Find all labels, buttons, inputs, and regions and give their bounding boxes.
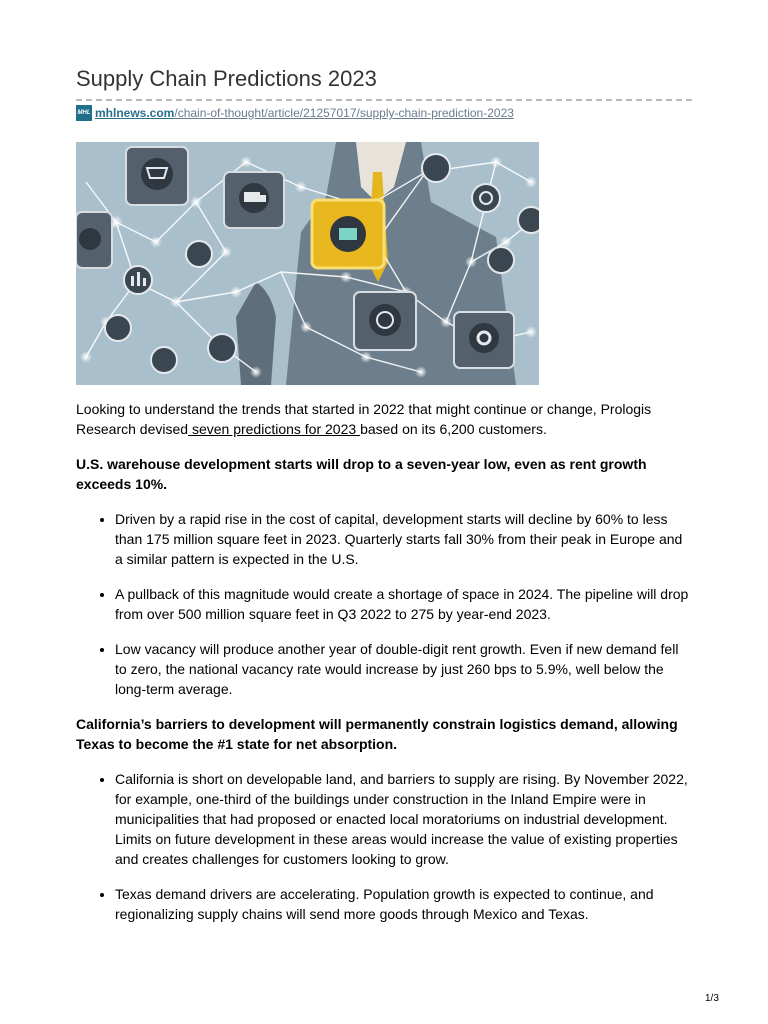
bullet-list	[76, 509, 692, 699]
predictions-link[interactable]: seven predictions for 2023	[188, 421, 361, 437]
list-item: • Low vacancy will produce another year of double-digit rent growth. Even if new demand fell to zero, the national vacancy rate would increase by just 260 bps to 5.9%, well below the long-term average.	[115, 639, 692, 699]
truck-icon	[224, 172, 284, 228]
robot-arm-icon	[312, 200, 384, 268]
people-icon	[76, 212, 112, 268]
source-line	[76, 105, 514, 121]
title-divider	[76, 99, 692, 101]
list-item: • A pullback of this magnitude would create a shortage of space in 2024. The pipeline will drop from over 500 million square feet in Q3 2022 to 275 by year-end 2023.	[115, 584, 692, 624]
section-heading: U.S. warehouse development starts will drop to a seven-year low, even as rent growth exceeds 10%.	[76, 456, 647, 492]
page-title: Supply Chain Predictions 2023	[76, 66, 377, 91]
page-number: 1/3	[705, 993, 719, 1004]
brain-icon	[354, 292, 416, 350]
cart-icon	[126, 147, 188, 205]
section-heading: California’s barriers to development will permanently constrain logistics demand, allowing Texas to become the #1 state for net absorption.	[76, 716, 678, 752]
site-logo-icon: MHL	[76, 105, 92, 121]
list-item: • Texas demand drivers are accelerating. Population growth is expected to continue, and regionalizing supply chains will send more goods through Mexico and Texas.	[115, 884, 692, 924]
chart-icon	[124, 266, 152, 294]
list-item: • California is short on developable land, and barriers to supply are rising. By November 2022, for example, one-third of the buildings under construction in the Inland Empire were in municipalities that had proposed or enacted local moratoriums on industrial development. Limits on future development in these areas would increase the value of existing properties and creates challenges for customers looking to grow.	[115, 769, 692, 869]
intro-paragraph: Looking to understand the trends that started in 2022 that might continue or change, Prologis Research devised seven predictions for 2023 based on its 6,200 customers.	[76, 401, 652, 437]
source-path-link[interactable]: /chain-of-thought/article/21257017/supply-chain-prediction-2023	[174, 106, 514, 120]
list-item: • Driven by a rapid rise in the cost of capital, development starts will decline by 60% to less than 175 million square feet in 2023. Quarterly starts fall 30% from their peak in Europe and a similar pattern is expected in the U.S.	[115, 509, 692, 569]
article-body	[76, 399, 692, 939]
hero-image	[76, 142, 539, 385]
gear-icon	[454, 312, 514, 368]
bullet-list	[76, 769, 692, 924]
target-icon	[472, 184, 500, 212]
source-domain-link[interactable]: mhlnews.com	[95, 106, 175, 120]
